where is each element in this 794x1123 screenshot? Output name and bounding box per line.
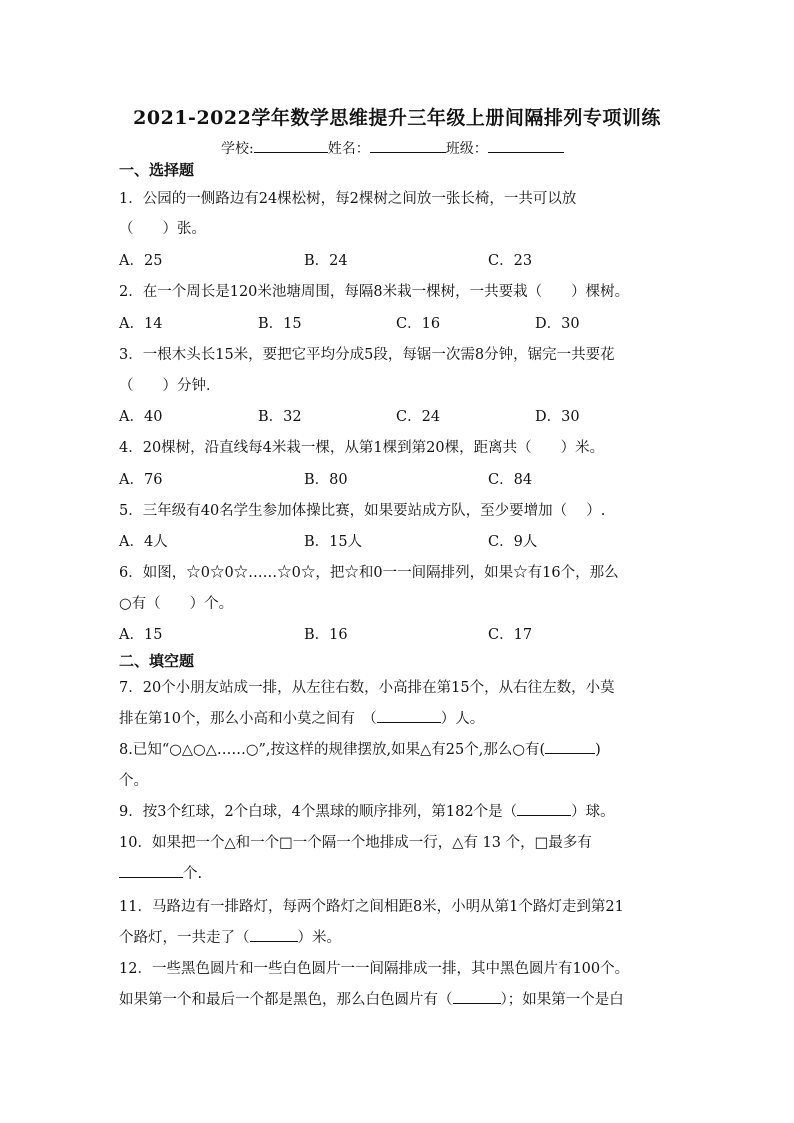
name-label: 姓名： <box>327 141 370 157</box>
question-4-option-c[interactable]: C．84 <box>488 472 533 488</box>
question-9-suffix: ）球。 <box>571 804 615 820</box>
question-4-text: 4．20棵树，沿直线每4米栽一棵，从第1棵到第20棵，距离共（ ）米。 <box>119 440 605 456</box>
question-6-text: 6．如图，☆0☆0☆……☆0☆，把☆和0一一间隔排列，如果☆有16个，那么 <box>119 565 619 581</box>
question-5-option-c[interactable]: C．9人 <box>488 534 538 550</box>
question-10-answer-blank[interactable] <box>119 863 183 878</box>
question-11-suffix: ）米。 <box>297 930 341 946</box>
question-7-prefix: 排在第10个，那么小高和小莫之间有 （ <box>119 711 377 727</box>
question-11-answer-blank[interactable] <box>250 927 298 942</box>
question-12-text-cont <box>119 988 624 1009</box>
question-8-prefix: 8.已知“○△○△……○”,按这样的规律摆放,如果△有25个,那么○有( <box>119 742 546 758</box>
question-8-text <box>119 738 601 759</box>
question-4-option-a[interactable]: A．76 <box>119 472 163 488</box>
question-5-option-b[interactable]: B．15人 <box>304 534 363 550</box>
question-2-text: 2．在一个周长是120米池塘周围，每隔8米栽一棵树，一共要栽（ ）棵树。 <box>119 284 630 300</box>
question-8-suffix: ) <box>595 742 601 758</box>
question-7-suffix: ）人。 <box>440 711 485 727</box>
question-1-option-a[interactable]: A．25 <box>119 253 163 269</box>
question-3-option-c[interactable]: C．24 <box>396 409 441 425</box>
question-6-option-b[interactable]: B．16 <box>304 627 348 643</box>
question-10-text: 10．如果把一个△和一个□一个隔一个地排成一行，△有 13 个，□最多有 <box>119 835 592 851</box>
question-9-prefix: 9．按3个红球，2个白球，4个黑球的顺序排列，第182个是（ <box>119 804 518 820</box>
question-9-answer-blank[interactable] <box>517 801 571 816</box>
section-heading-fill: 二、填空题 <box>119 652 195 670</box>
question-1-option-c[interactable]: C．23 <box>488 253 533 269</box>
question-7-text-cont <box>119 707 484 728</box>
question-3-text-cont: （ ）分钟． <box>119 378 221 394</box>
name-blank[interactable] <box>370 139 446 153</box>
student-info-line <box>221 138 564 158</box>
question-3-option-d[interactable]: D．30 <box>535 409 580 425</box>
question-1-option-b[interactable]: B．24 <box>304 253 348 269</box>
question-6-option-c[interactable]: C．17 <box>488 627 533 643</box>
question-7-text: 7．20个小朋友站成一排，从左往右数，小高排在第15个，从右往左数，小莫 <box>119 680 615 696</box>
question-6-text-cont: ○有（ ）个。 <box>119 596 234 612</box>
question-11-text: 11．马路边有一排路灯，每两个路灯之间相距8米，小明从第1个路灯走到第21 <box>119 899 624 915</box>
question-3-option-a[interactable]: A．40 <box>119 409 163 425</box>
question-8-text-cont: 个。 <box>119 773 148 789</box>
question-9-text <box>119 800 615 821</box>
question-8-answer-blank[interactable] <box>545 739 595 754</box>
question-6-option-a[interactable]: A．15 <box>119 627 163 643</box>
question-1-text-cont: （ ）张。 <box>119 221 206 237</box>
question-1-text: 1．公园的一侧路边有24棵松树，每2棵树之间放一张长椅，一共可以放 <box>119 191 577 207</box>
question-5-text: 5．三年级有40名学生参加体操比赛，如果要站成方队，至少要增加（ ）. <box>119 503 606 519</box>
question-5-option-a[interactable]: A．4人 <box>119 534 168 550</box>
school-blank[interactable] <box>254 139 328 153</box>
question-10-suffix: 个. <box>183 866 203 882</box>
section-heading-choice: 一、选择题 <box>119 161 195 179</box>
question-12-prefix: 如果第一个和最后一个都是黑色，那么白色圆片有（ <box>119 992 453 1008</box>
school-label: 学校: <box>221 141 254 157</box>
question-12-answer-blank[interactable] <box>453 989 501 1004</box>
question-3-text: 3．一根木头长15米，要把它平均分成5段，每锯一次需8分钟，锯完一共要花 <box>119 347 615 363</box>
question-10-text-cont <box>119 862 202 883</box>
question-7-answer-blank[interactable] <box>377 708 441 723</box>
class-blank[interactable] <box>488 139 564 153</box>
page-title: 2021-2022学年数学思维提升三年级上册间隔排列专项训练 <box>133 107 661 129</box>
question-2-option-d[interactable]: D．30 <box>535 316 580 332</box>
question-12-suffix: ）；如果第一个是白 <box>500 992 624 1008</box>
question-3-option-b[interactable]: B．32 <box>258 409 302 425</box>
question-4-option-b[interactable]: B．80 <box>304 472 348 488</box>
question-11-text-cont <box>119 926 341 947</box>
question-12-text: 12．一些黑色圆片和一些白色圆片一一间隔排成一排，其中黑色圆片有100个。 <box>119 961 630 977</box>
question-11-prefix: 个路灯，一共走了（ <box>119 930 250 946</box>
question-2-option-b[interactable]: B．15 <box>258 316 302 332</box>
question-2-option-a[interactable]: A．14 <box>119 316 163 332</box>
class-label: 班级： <box>445 141 488 157</box>
question-2-option-c[interactable]: C．16 <box>396 316 441 332</box>
